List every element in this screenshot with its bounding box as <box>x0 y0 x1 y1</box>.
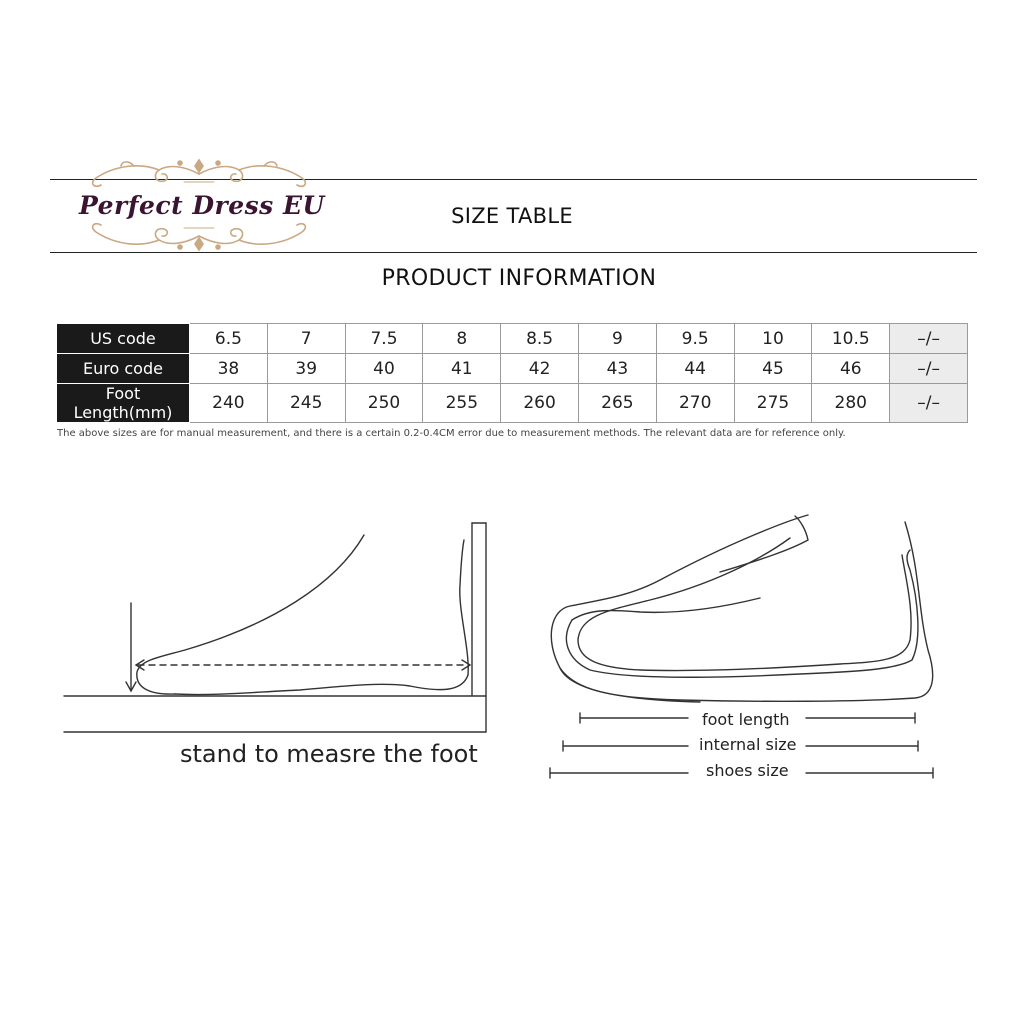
table-cell: 46 <box>812 354 890 384</box>
table-cell: 260 <box>501 384 579 423</box>
table-cell: 44 <box>656 354 734 384</box>
table-cell: 280 <box>812 384 890 423</box>
brand-name: Perfect Dress EU <box>79 191 325 220</box>
table-cell: 275 <box>734 384 812 423</box>
table-cell: 40 <box>345 354 423 384</box>
table-cell: 45 <box>734 354 812 384</box>
table-row <box>57 354 968 384</box>
size-table <box>57 323 968 423</box>
section-title: PRODUCT INFORMATION <box>381 266 657 291</box>
table-cell: 8.5 <box>501 324 579 354</box>
label-foot-length: foot length <box>702 710 790 729</box>
table-cell: 240 <box>190 384 268 423</box>
page-title: SIZE TABLE <box>451 204 573 228</box>
table-cell: 250 <box>345 384 423 423</box>
table-cell: 265 <box>578 384 656 423</box>
table-cell: 270 <box>656 384 734 423</box>
table-cell: –/– <box>890 354 968 384</box>
table-cell: –/– <box>890 384 968 423</box>
table-cell: –/– <box>890 324 968 354</box>
table-cell: 8 <box>423 324 501 354</box>
table-cell: 10.5 <box>812 324 890 354</box>
table-cell: 9.5 <box>656 324 734 354</box>
foot-measurement-diagrams <box>0 500 1024 800</box>
table-cell: 9 <box>578 324 656 354</box>
table-cell: 255 <box>423 384 501 423</box>
standing-foot-illustration <box>64 523 486 732</box>
table-cell: 10 <box>734 324 812 354</box>
label-internal-size: internal size <box>699 735 797 754</box>
table-cell: 39 <box>267 354 345 384</box>
row-header-euro-code: Euro code <box>57 354 190 384</box>
table-cell: 7.5 <box>345 324 423 354</box>
table-cell: 7 <box>267 324 345 354</box>
table-row <box>57 384 968 423</box>
table-row <box>57 324 968 354</box>
table-cell: 245 <box>267 384 345 423</box>
label-shoes-size: shoes size <box>706 761 789 780</box>
measurement-note: The above sizes are for manual measurement, and there is a certain 0.2-0.4CM error due to measurement methods. The relevant data are for reference only. <box>57 428 846 439</box>
table-cell: 43 <box>578 354 656 384</box>
table-cell: 42 <box>501 354 579 384</box>
table-cell: 41 <box>423 354 501 384</box>
row-header-foot-length: Foot Length(mm) <box>57 384 190 423</box>
table-cell: 6.5 <box>190 324 268 354</box>
row-header-us-code: US code <box>57 324 190 354</box>
table-cell: 38 <box>190 354 268 384</box>
left-diagram-caption: stand to measre the foot <box>180 740 478 768</box>
